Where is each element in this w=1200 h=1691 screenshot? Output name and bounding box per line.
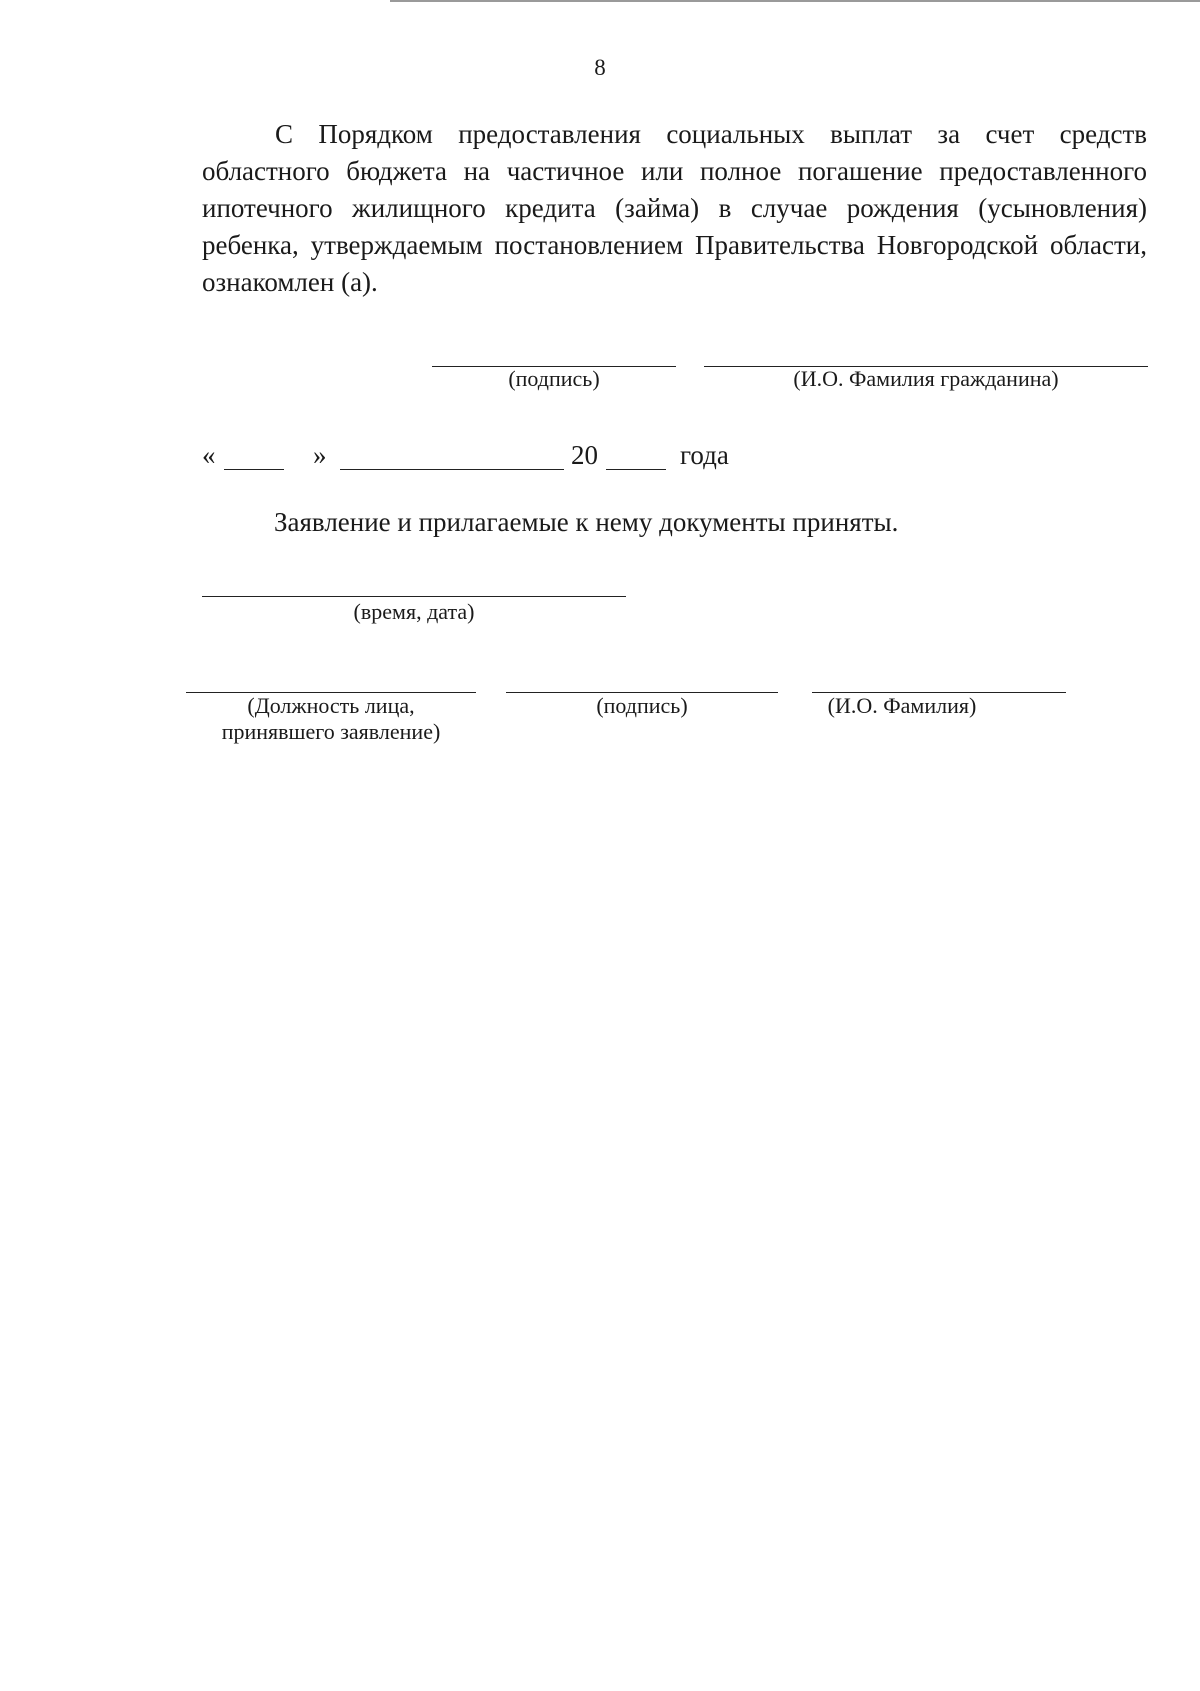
official-position-caption-line1: (Должность лица, xyxy=(247,693,415,718)
citizen-signature-caption: (подпись) xyxy=(508,366,600,391)
scan-top-edge xyxy=(390,0,1200,2)
date-year-blank[interactable] xyxy=(606,469,666,470)
time-date-caption: (время, дата) xyxy=(353,599,475,624)
accepted-statement: Заявление и прилагаемые к нему документы приняты. xyxy=(274,507,899,537)
official-position-caption xyxy=(186,693,476,745)
date-day-blank[interactable] xyxy=(224,469,284,470)
date-open-quote: « xyxy=(202,440,216,470)
date-month-blank[interactable] xyxy=(340,469,564,470)
official-signature-caption: (подпись) xyxy=(596,693,688,718)
citizen-name-caption: (И.О. Фамилия гражданина) xyxy=(793,366,1059,391)
date-year-word: года xyxy=(680,440,729,470)
date-century: 20 xyxy=(571,440,598,470)
acknowledgement-paragraph: С Порядком предоставления социальных выплат за счет средств областного бюджета на частичное или полное погашение предоставленного ипотечного жилищного кредита (займа) в случае рождения (усыновления) ребенка, утверждаемым постановлением Правительства Новгородской области, ознакомлен (а). xyxy=(202,119,1147,297)
time-date-line[interactable] xyxy=(202,596,626,597)
official-position-caption-line2: принявшего заявление) xyxy=(221,719,441,744)
official-name-caption: (И.О. Фамилия) xyxy=(827,693,977,718)
page-number: 8 xyxy=(594,55,606,80)
date-row xyxy=(202,437,902,473)
date-close-quote: » xyxy=(313,440,327,470)
